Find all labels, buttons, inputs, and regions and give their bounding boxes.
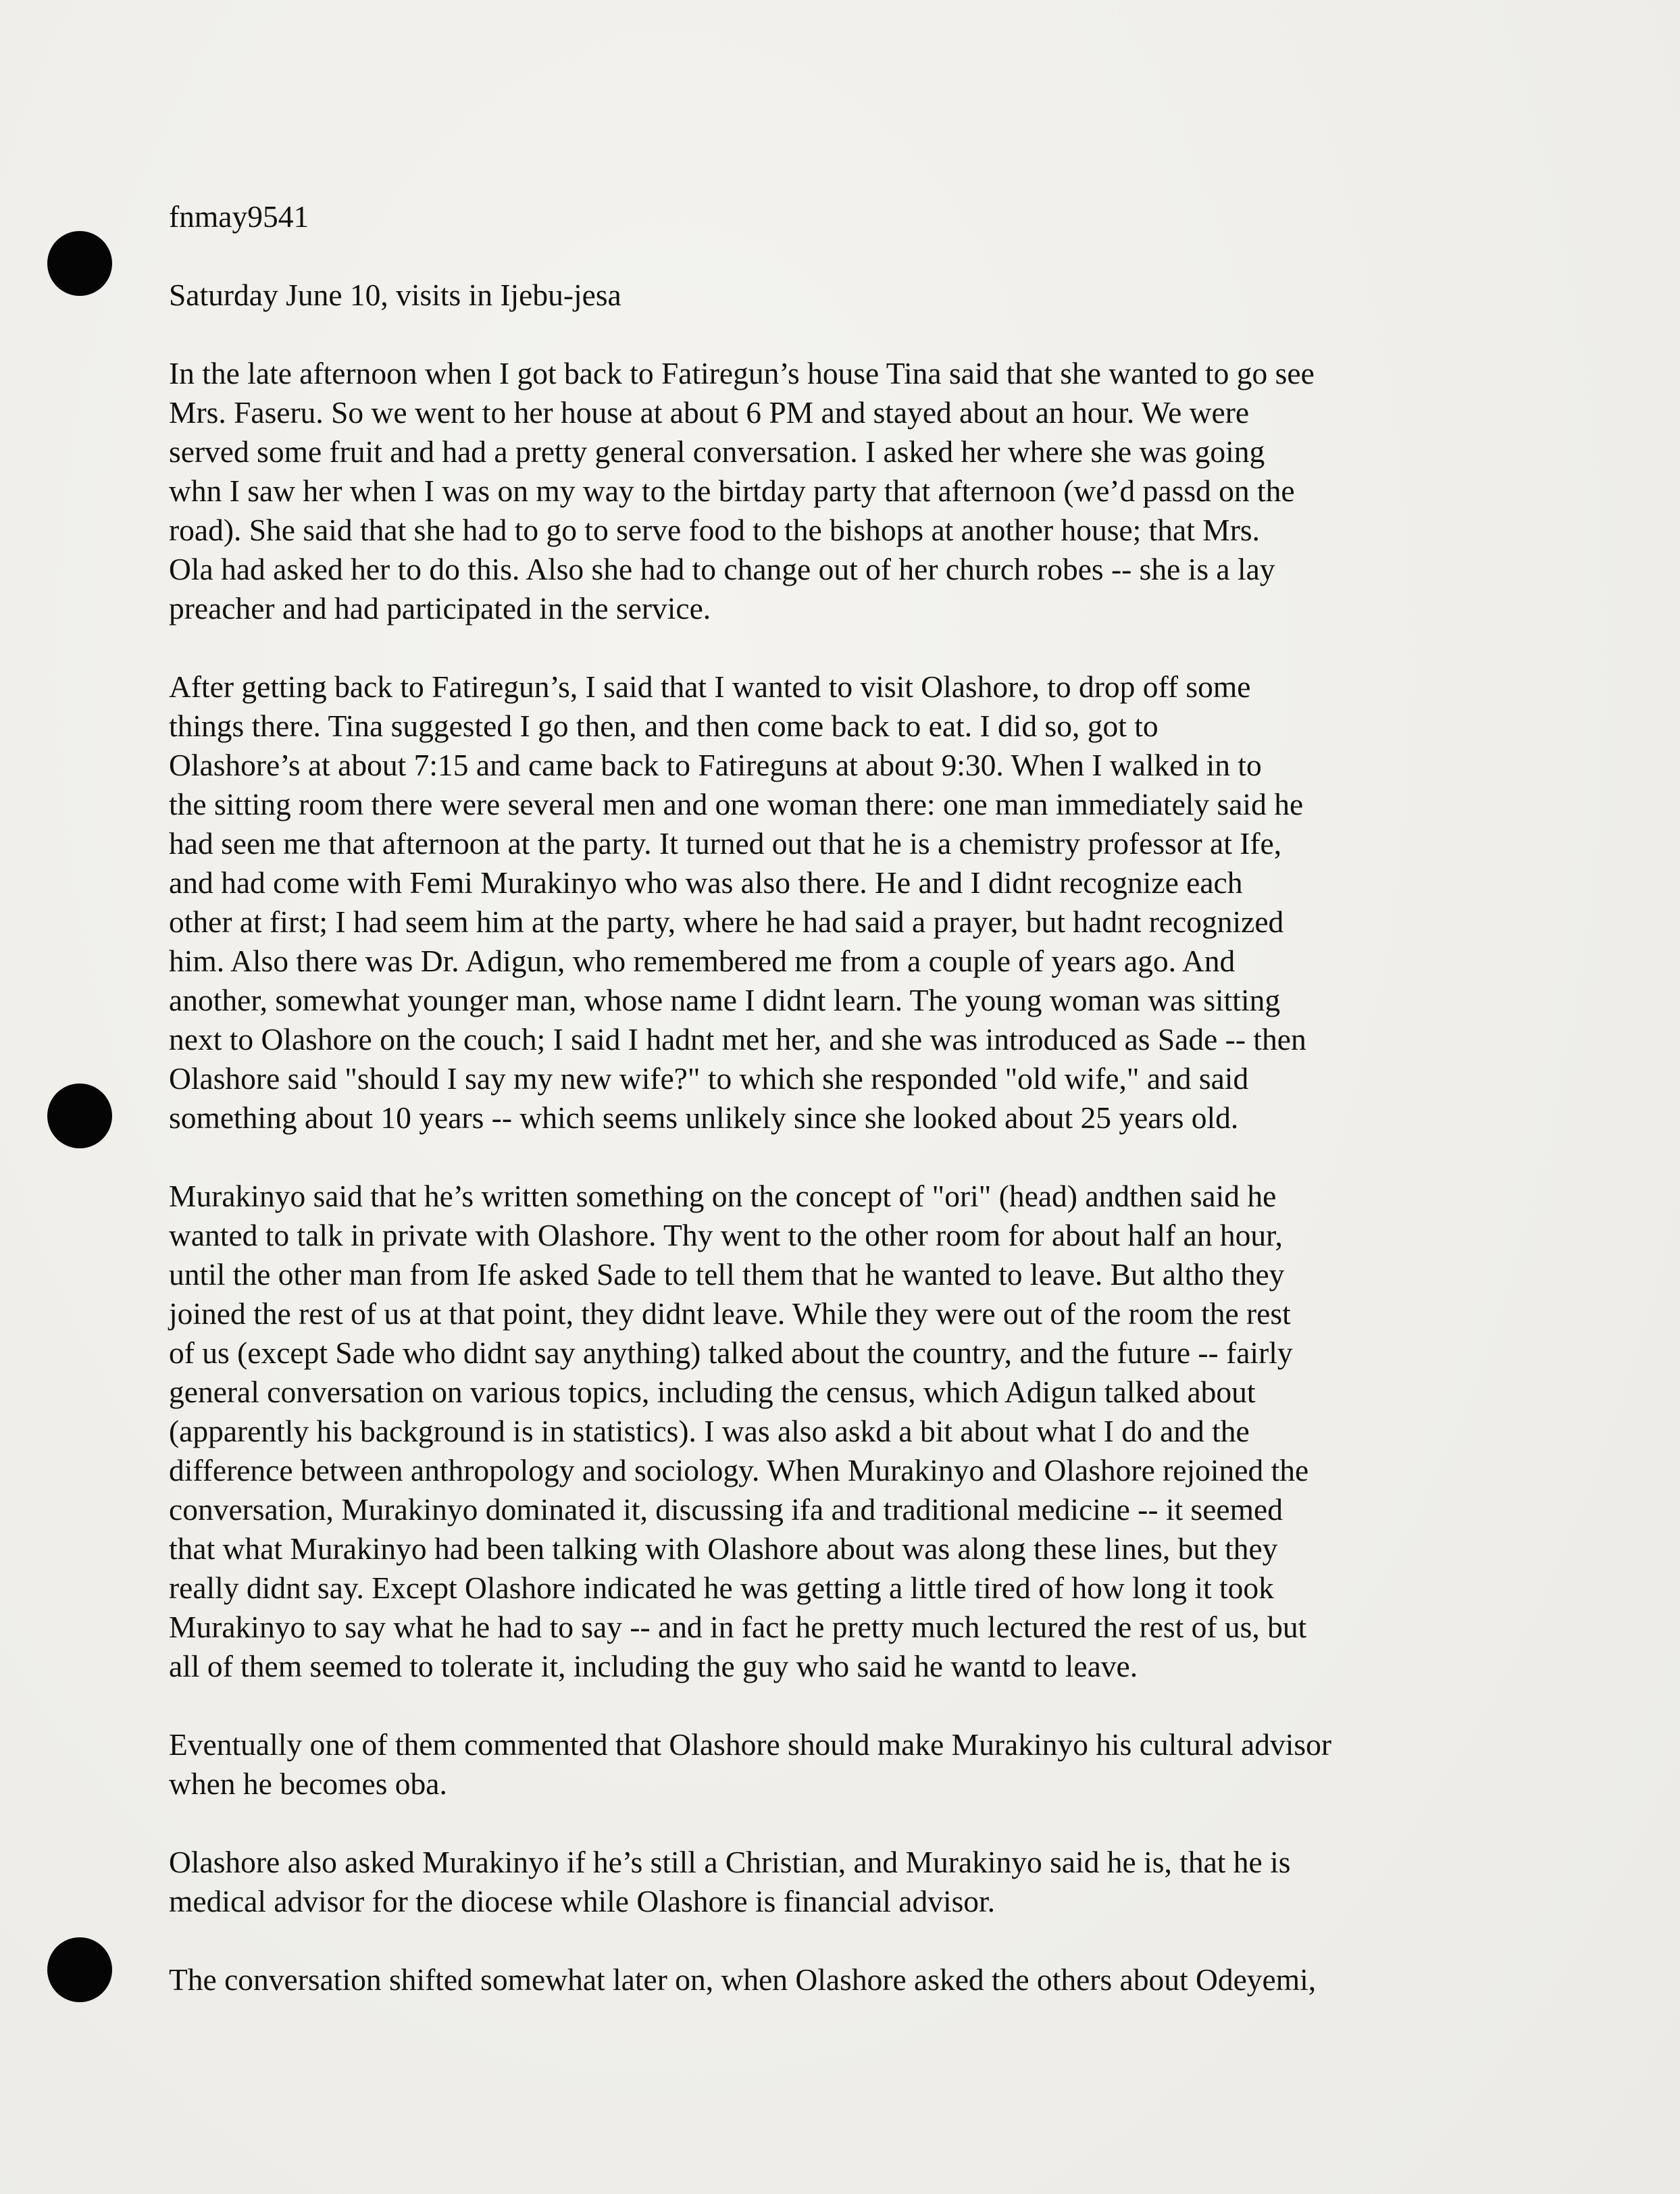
file-id: fnmay9541 (169, 199, 309, 234)
punch-hole-bottom (47, 1937, 112, 2002)
paragraph: Murakinyo said that he’s written something on the concept of "ori" (head) andthen said he wanted to talk in private with Olashore. Thy went to the other room for about half an hour, until the other man from Ife asked Sade to tell them that he wanted to leave. But altho they joined the rest of us at that point, they didnt leave. While they were out of the room the rest of us (except Sade who didnt say anything) talked about the country, and the future -- fairly general conversation on various topics, including the census, which Adigun talked about (apparently his background is in statistics). I was also askd a bit about what I do and the difference between anthropology and sociology. When Murakinyo and Olashore rejoined the conversation, Murakinyo dominated it, discussing ifa and traditional medicine -- it seemed that what Murakinyo had been talking with Olashore about was along these lines, but they really didnt say. Except Olashore indicated he was getting a little tired of how long it took Murakinyo to say what he had to say -- and in fact he pretty much lectured the rest of us, but all of them seemed to tolerate it, including the guy who said he wantd to leave. (169, 1179, 1309, 1683)
paragraph: The conversation shifted somewhat later on, when Olashore asked the others about Odeyemi, (169, 1962, 1317, 1997)
document-body (169, 197, 1493, 2039)
paragraph: In the late afternoon when I got back to Fatiregun’s house Tina said that she wanted to go see Mrs. Faseru. So we went to her house at about 6 PM and stayed about an hour. We were served some fruit and had a pretty general conversation. I asked her where she was going whn I saw her when I was on my way to the birtday party that afternoon (we’d passd on the road). She said that she had to go to serve food to the bishops at another house; that Mrs. Ola had asked her to do this. Also she had to change out of her church robes -- she is a lay preacher and had participated in the service. (169, 356, 1315, 626)
punch-hole-middle (47, 1083, 112, 1148)
paragraph: After getting back to Fatiregun’s, I said that I wanted to visit Olashore, to drop off some things there. Tina suggested I go then, and then come back to eat. I did so, got to Olashore’s at about 7:15 and came back to Fatireguns at about 9:30. When I walked in to the sitting room there were several men and one woman there: one man immediately said he had seen me that afternoon at the party. It turned out that he is a chemistry professor at Ife, and had come with Femi Murakinyo who was also there. He and I didnt recognize each other at first; I had seem him at the party, where he had said a prayer, but hadnt recognized him. Also there was Dr. Adigun, who remembered me from a couple of years ago. And another, somewhat younger man, whose name I didnt learn. The young woman was sitting next to Olashore on the couch; I said I hadnt met her, and she was introduced as Sade -- then Olashore said "should I say my new wife?" to which she responded "old wife," and said something about 10 years -- which seems unlikely since she looked about 25 years old. (169, 669, 1306, 1135)
entry-heading: Saturday June 10, visits in Ijebu-jesa (169, 278, 621, 312)
paragraph: Olashore also asked Murakinyo if he’s still a Christian, and Murakinyo said he is, that he is medical advisor for the diocese while Olashore is financial advisor. (169, 1845, 1291, 1918)
paragraph: Eventually one of them commented that Olashore should make Murakinyo his cultural advisor when he becomes oba. (169, 1727, 1332, 1801)
punch-hole-top (47, 231, 112, 296)
